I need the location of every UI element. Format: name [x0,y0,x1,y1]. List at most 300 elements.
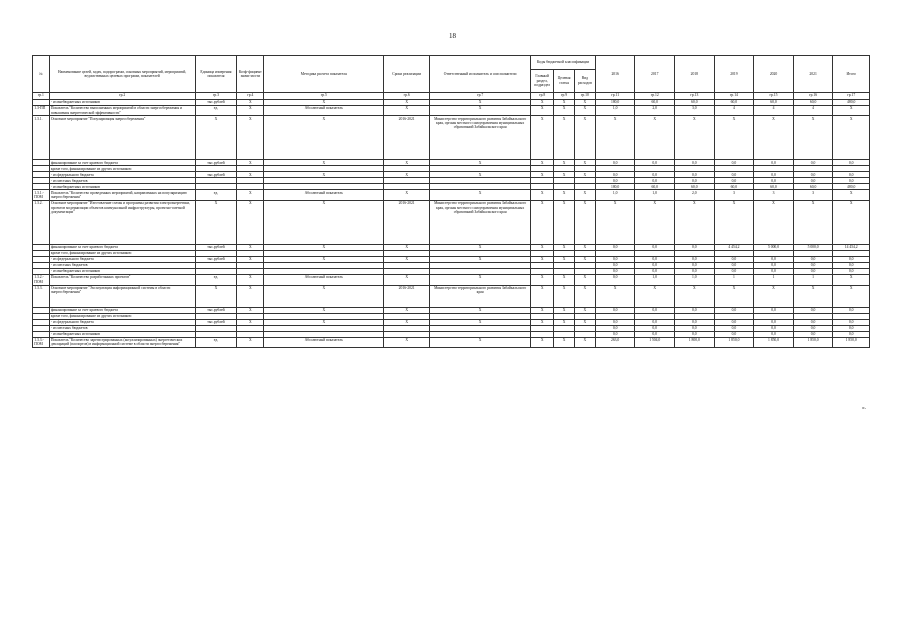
row-coefficient: X [237,105,264,115]
column-number: гр.10 [574,93,595,100]
row-expense-type: X [574,105,595,115]
row-value: 0,0 [754,269,794,275]
row-value: X [833,116,870,160]
table-row [33,190,870,200]
row-method: Абсолютный показатель [264,190,384,200]
row-name: - из внебюджетных источников [49,269,195,275]
row-value: 0,0 [714,263,754,269]
row-name: Основное мероприятие "Изготовление схемы и программы развития электроэнергетики, проектов модернизации объектов коммунальной инфраструктуры, проектно-сметной документации" [49,200,195,244]
row-main-section: X [531,337,554,347]
row-terms: X [384,244,430,250]
table-body [33,93,870,348]
row-main-section: X [531,285,554,307]
row-unit: тыс.рублей [195,99,237,105]
row-value: X [714,285,754,307]
row-value: X [595,285,635,307]
row-value: X [833,190,870,200]
row-value: 0,0 [793,256,833,262]
row-value: 1 [714,275,754,285]
row-main-section: X [531,275,554,285]
row-main-section: X [531,160,554,166]
row-name: - из внебюджетных источников [49,184,195,190]
column-number: гр.4 [237,93,264,100]
row-executor: X [430,160,531,166]
row-expense-type: X [574,116,595,160]
table-row [33,105,870,115]
row-executor: X [430,99,531,105]
row-value: 0,0 [595,178,635,184]
row-value: 0,0 [635,160,675,166]
row-executor: X [430,172,531,178]
row-coefficient: X [237,99,264,105]
row-name: Основное мероприятие "Эксплуатация информационной системы в области энергосбережения" [49,285,195,307]
row-value: X [793,116,833,160]
row-target-item: X [554,99,575,105]
row-value: 0,0 [675,178,715,184]
row-value: 0,0 [793,172,833,178]
row-number: 1.3.2. [33,200,50,244]
row-value: 0,0 [675,331,715,337]
row-value: X [833,285,870,307]
row-name: - из внебюджетных источников [49,99,195,105]
row-unit: тыс.рублей [195,172,237,178]
row-coefficient: X [237,337,264,347]
row-expense-type: X [574,200,595,244]
row-value: 1 850,0 [833,337,870,347]
row-value: 0,0 [714,172,754,178]
header-year-2018: 2018 [675,56,715,93]
row-target-item: X [554,172,575,178]
row-value: 0,0 [833,319,870,325]
row-value: 0,0 [635,269,675,275]
row-terms: X [384,105,430,115]
row-value: X [675,285,715,307]
row-main-section: X [531,99,554,105]
row-value: 0,0 [793,269,833,275]
row-value: 480,0 [833,99,870,105]
row-value: 0,0 [833,307,870,313]
column-number: гр.13 [675,93,715,100]
row-main-section: X [531,307,554,313]
row-name: финансирование за счет краевого бюджета [49,244,195,250]
row-value: 0,0 [635,319,675,325]
row-terms: 2016-2021 [384,285,430,307]
row-number: 1.3.1.-ПОМ [33,190,50,200]
row-value: 263,0 [595,337,635,347]
row-value: X [754,285,794,307]
row-target-item: X [554,105,575,115]
row-value: 0,0 [793,178,833,184]
program-table [32,55,870,348]
row-method: X [264,172,384,178]
row-value: 0,0 [714,269,754,275]
row-value: 0,0 [833,172,870,178]
row-expense-type: X [574,160,595,166]
row-value: 0,0 [595,256,635,262]
row-value: 0,0 [714,178,754,184]
column-number: гр.5 [264,93,384,100]
row-value: 0,0 [833,263,870,269]
row-method: X [264,285,384,307]
row-name: Основное мероприятие "Популяризация энергосбережения" [49,116,195,160]
row-value: X [675,200,715,244]
row-value: 0,0 [714,307,754,313]
row-value: 0,0 [754,325,794,331]
row-value: 4 [714,105,754,115]
row-name: - из местных бюджетов [49,178,195,184]
row-value: 1 800,0 [675,337,715,347]
row-value: 0,0 [675,319,715,325]
row-value: X [635,200,675,244]
column-number: гр.3 [195,93,237,100]
row-number: 1.3.3. [33,285,50,307]
row-value: 180,0 [595,99,635,105]
row-number: 1.3.1. [33,116,50,160]
column-number: гр.15 [754,93,794,100]
row-terms: X [384,172,430,178]
row-value: 1,0 [595,105,635,115]
row-value: 4 [793,105,833,115]
page-number: 18 [449,32,456,40]
row-method: X [264,319,384,325]
row-value: 60,0 [714,99,754,105]
row-name: Показатель "Количество зарегистрированных (актуализированных) энергетических деклараций (паспортов) в информационной системе в области энергосбережения" [49,337,195,347]
row-target-item: X [554,200,575,244]
row-number: 1.3-ПП [33,105,50,115]
header-year-2017: 2017 [635,56,675,93]
row-method: Абсолютный показатель [264,337,384,347]
row-main-section: X [531,200,554,244]
row-value: 480,0 [833,184,870,190]
row-value: 0,0 [793,160,833,166]
row-terms: X [384,337,430,347]
row-value: X [793,285,833,307]
row-terms: 2016-2021 [384,200,430,244]
row-name: - из федерального бюджета [49,172,195,178]
row-terms: X [384,160,430,166]
row-value: 0,0 [635,244,675,250]
row-method: Абсолютный показатель [264,275,384,285]
row-value: 0,0 [675,325,715,331]
row-value: 1,0 [635,190,675,200]
row-executor: X [430,190,531,200]
row-expense-type: X [574,172,595,178]
row-value: 0,0 [793,263,833,269]
header-expense-type: Вид расходов [574,69,595,93]
column-number: гр.11 [595,93,635,100]
table-row [33,337,870,347]
row-number: 1.3.2.-ПОМ [33,275,50,285]
row-value: 0,0 [595,269,635,275]
row-value: 0,0 [833,256,870,262]
row-terms: X [384,307,430,313]
row-main-section: X [531,105,554,115]
row-name: кроме того, финансирование из других источников: [49,313,195,319]
header-unit: Единица измерения показателя [195,56,237,93]
row-name: - из федерального бюджета [49,256,195,262]
row-name: кроме того, финансирование из других источников: [49,250,195,256]
row-target-item: X [554,285,575,307]
row-value: 1,0 [595,190,635,200]
row-value: 3 [754,190,794,200]
row-unit: ед. [195,275,237,285]
row-target-item: X [554,337,575,347]
row-value: 0,0 [714,331,754,337]
row-value: 0,0 [714,160,754,166]
row-value: 0,0 [635,325,675,331]
row-value: 0,0 [754,319,794,325]
row-value: 60,0 [675,184,715,190]
row-name: Показатель "Количество разработанных проектов" [49,275,195,285]
row-value: 0,0 [793,319,833,325]
row-expense-type: X [574,244,595,250]
column-number: гр.12 [635,93,675,100]
row-value: 0,0 [595,263,635,269]
row-value: 14 454,2 [833,244,870,250]
header-coefficient: Коэф-фициент значи-мости [237,56,264,93]
row-value: 1 850,0 [793,337,833,347]
row-coefficient: X [237,160,264,166]
row-coefficient: X [237,172,264,178]
row-expense-type: X [574,256,595,262]
column-number: гр.1 [33,93,50,100]
row-value: 0,0 [793,307,833,313]
row-method: X [264,307,384,313]
row-target-item: X [554,160,575,166]
row-main-section: X [531,190,554,200]
row-value: 60,0 [675,99,715,105]
row-value: 0,0 [833,269,870,275]
row-expense-type: X [574,275,595,285]
row-coefficient: X [237,116,264,160]
header-total: Итого [833,56,870,93]
header-main-section: Главный раздел, подраздел [531,69,554,93]
row-main-section: X [531,256,554,262]
row-unit: тыс.рублей [195,319,237,325]
row-name: Показатель "Количество выполненных мероприятий в области энергосбережения и повышения энергетической эффективности" [49,105,195,115]
row-coefficient: X [237,200,264,244]
row-value: X [635,116,675,160]
row-value: 0,0 [675,244,715,250]
row-value: 0,0 [635,256,675,262]
row-value: 0,0 [833,178,870,184]
row-target-item: X [554,307,575,313]
row-value: 0,0 [675,263,715,269]
row-value: X [714,200,754,244]
row-value: 2,0 [635,105,675,115]
row-value: 5 000,0 [793,244,833,250]
row-value: 2,0 [675,190,715,200]
row-value: 1 850,0 [754,337,794,347]
row-unit: тыс.рублей [195,160,237,166]
footer-mark: ». [862,405,867,411]
row-expense-type: X [574,307,595,313]
row-target-item: X [554,319,575,325]
row-value: X [675,116,715,160]
row-method: X [264,99,384,105]
row-value: 4 [754,105,794,115]
row-name: - из местных бюджетов [49,325,195,331]
row-value: X [714,116,754,160]
row-value: 0,0 [754,178,794,184]
row-unit: ед. [195,190,237,200]
column-number: гр.16 [793,93,833,100]
row-executor: X [430,256,531,262]
row-value: 0,0 [754,256,794,262]
row-executor: X [430,319,531,325]
row-value: 0,0 [675,172,715,178]
column-number: гр.8 [531,93,554,100]
header-terms: Сроки реализации [384,56,430,93]
row-value: 60,0 [754,184,794,190]
row-value: 3,0 [675,105,715,115]
table-row [33,285,870,307]
row-value: 60,0 [754,99,794,105]
header-name: Наименование целей, задач, подпрограмм, основных мероприятий, мероприятий, ведомственных целевых программ, показателей [49,56,195,93]
row-name: Показатель "Количество проведенных мероприятий, направленных на популяризацию энергосбережения" [49,190,195,200]
row-value: X [833,275,870,285]
header-executor: Ответственный исполнитель и соисполнители [430,56,531,93]
row-value: 0,0 [595,325,635,331]
row-number: 1.3.3.-ПОМ [33,337,50,347]
row-value: 0,0 [595,331,635,337]
row-executor: Министерство территориального развития Забайкальского края [430,285,531,307]
row-value: 0,0 [754,263,794,269]
row-target-item: X [554,275,575,285]
row-main-section: X [531,319,554,325]
row-terms: X [384,256,430,262]
row-value: 4 454,2 [714,244,754,250]
row-executor: Министерство территориального развития Забайкальского края, органы местного самоуправления муниципальных образований Забайкальского края [430,116,531,160]
row-unit: тыс.рублей [195,307,237,313]
row-terms: X [384,99,430,105]
row-value: 0,0 [595,307,635,313]
row-value: 0,0 [833,325,870,331]
row-value: 60,0 [714,184,754,190]
row-name: - из внебюджетных источников [49,331,195,337]
row-value: X [754,200,794,244]
row-value: 0,0 [675,160,715,166]
row-executor: X [430,244,531,250]
row-target-item: X [554,116,575,160]
row-coefficient: X [237,319,264,325]
header-no: № [33,56,50,93]
row-value: 0,0 [754,307,794,313]
row-coefficient: X [237,244,264,250]
row-expense-type: X [574,99,595,105]
row-value: 0,0 [675,307,715,313]
row-value: 60,0 [635,184,675,190]
row-value: 0,0 [675,269,715,275]
header-year-2021: 2021 [793,56,833,93]
row-name: - из местных бюджетов [49,263,195,269]
row-value: 0,0 [595,244,635,250]
header-budget-classification: Коды бюджетной классификации [531,56,596,70]
row-value: X [595,116,635,160]
row-executor: X [430,337,531,347]
row-name: - из федерального бюджета [49,319,195,325]
row-unit: тыс.рублей [195,256,237,262]
row-coefficient: X [237,275,264,285]
row-expense-type: X [574,337,595,347]
row-unit: ед. [195,337,237,347]
row-method: X [264,160,384,166]
row-value: 60,0 [635,99,675,105]
row-unit: тыс.рублей [195,244,237,250]
table-row [33,275,870,285]
row-value: 0,0 [595,275,635,285]
row-value: 0,0 [754,172,794,178]
row-executor: X [430,275,531,285]
row-value: 1,0 [675,275,715,285]
column-number: гр.9 [554,93,575,100]
row-coefficient: X [237,256,264,262]
header-year-2019: 2019 [714,56,754,93]
row-value: 1 [754,275,794,285]
row-value: 0,0 [635,263,675,269]
header-year-2016: 2016 [595,56,635,93]
row-value: 0,0 [754,160,794,166]
row-value: 0,0 [635,178,675,184]
row-method: Абсолютный показатель [264,105,384,115]
row-main-section: X [531,172,554,178]
row-value: 0,0 [595,172,635,178]
column-number: гр.14 [714,93,754,100]
row-executor: Министерство территориального развития Забайкальского края, органы местного самоуправления муниципальных образований Забайкальского края [430,200,531,244]
row-expense-type: X [574,319,595,325]
row-value: 1 504,0 [635,337,675,347]
row-value: 1 [793,275,833,285]
row-terms: X [384,190,430,200]
column-number: гр.17 [833,93,870,100]
row-expense-type: X [574,190,595,200]
row-value: 3 [793,190,833,200]
row-target-item: X [554,190,575,200]
row-unit: X [195,200,237,244]
column-number: гр.6 [384,93,430,100]
row-value: 60,0 [793,99,833,105]
row-executor: X [430,105,531,115]
row-value: 180,0 [595,184,635,190]
row-name: финансирование за счет краевого бюджета [49,160,195,166]
row-target-item: X [554,244,575,250]
row-value: 0,0 [595,319,635,325]
row-value: 0,0 [635,172,675,178]
row-value: X [635,285,675,307]
row-terms: X [384,319,430,325]
header-target-item: Целевая статья [554,69,575,93]
row-value: X [754,116,794,160]
header-year-2020: 2020 [754,56,794,93]
row-value: 0,0 [714,256,754,262]
row-unit: X [195,116,237,160]
column-number: гр.7 [430,93,531,100]
row-value: 0,0 [754,331,794,337]
header-method: Методика расчета показателя [264,56,384,93]
row-executor: X [430,307,531,313]
row-main-section: X [531,244,554,250]
row-main-section: X [531,116,554,160]
row-method: X [264,200,384,244]
table-row [33,200,870,244]
row-value: 1,0 [635,275,675,285]
row-value: 3 [714,190,754,200]
row-terms: 2016-2021 [384,116,430,160]
row-coefficient: X [237,190,264,200]
row-unit: X [195,285,237,307]
table-row [33,116,870,160]
row-value: X [595,200,635,244]
